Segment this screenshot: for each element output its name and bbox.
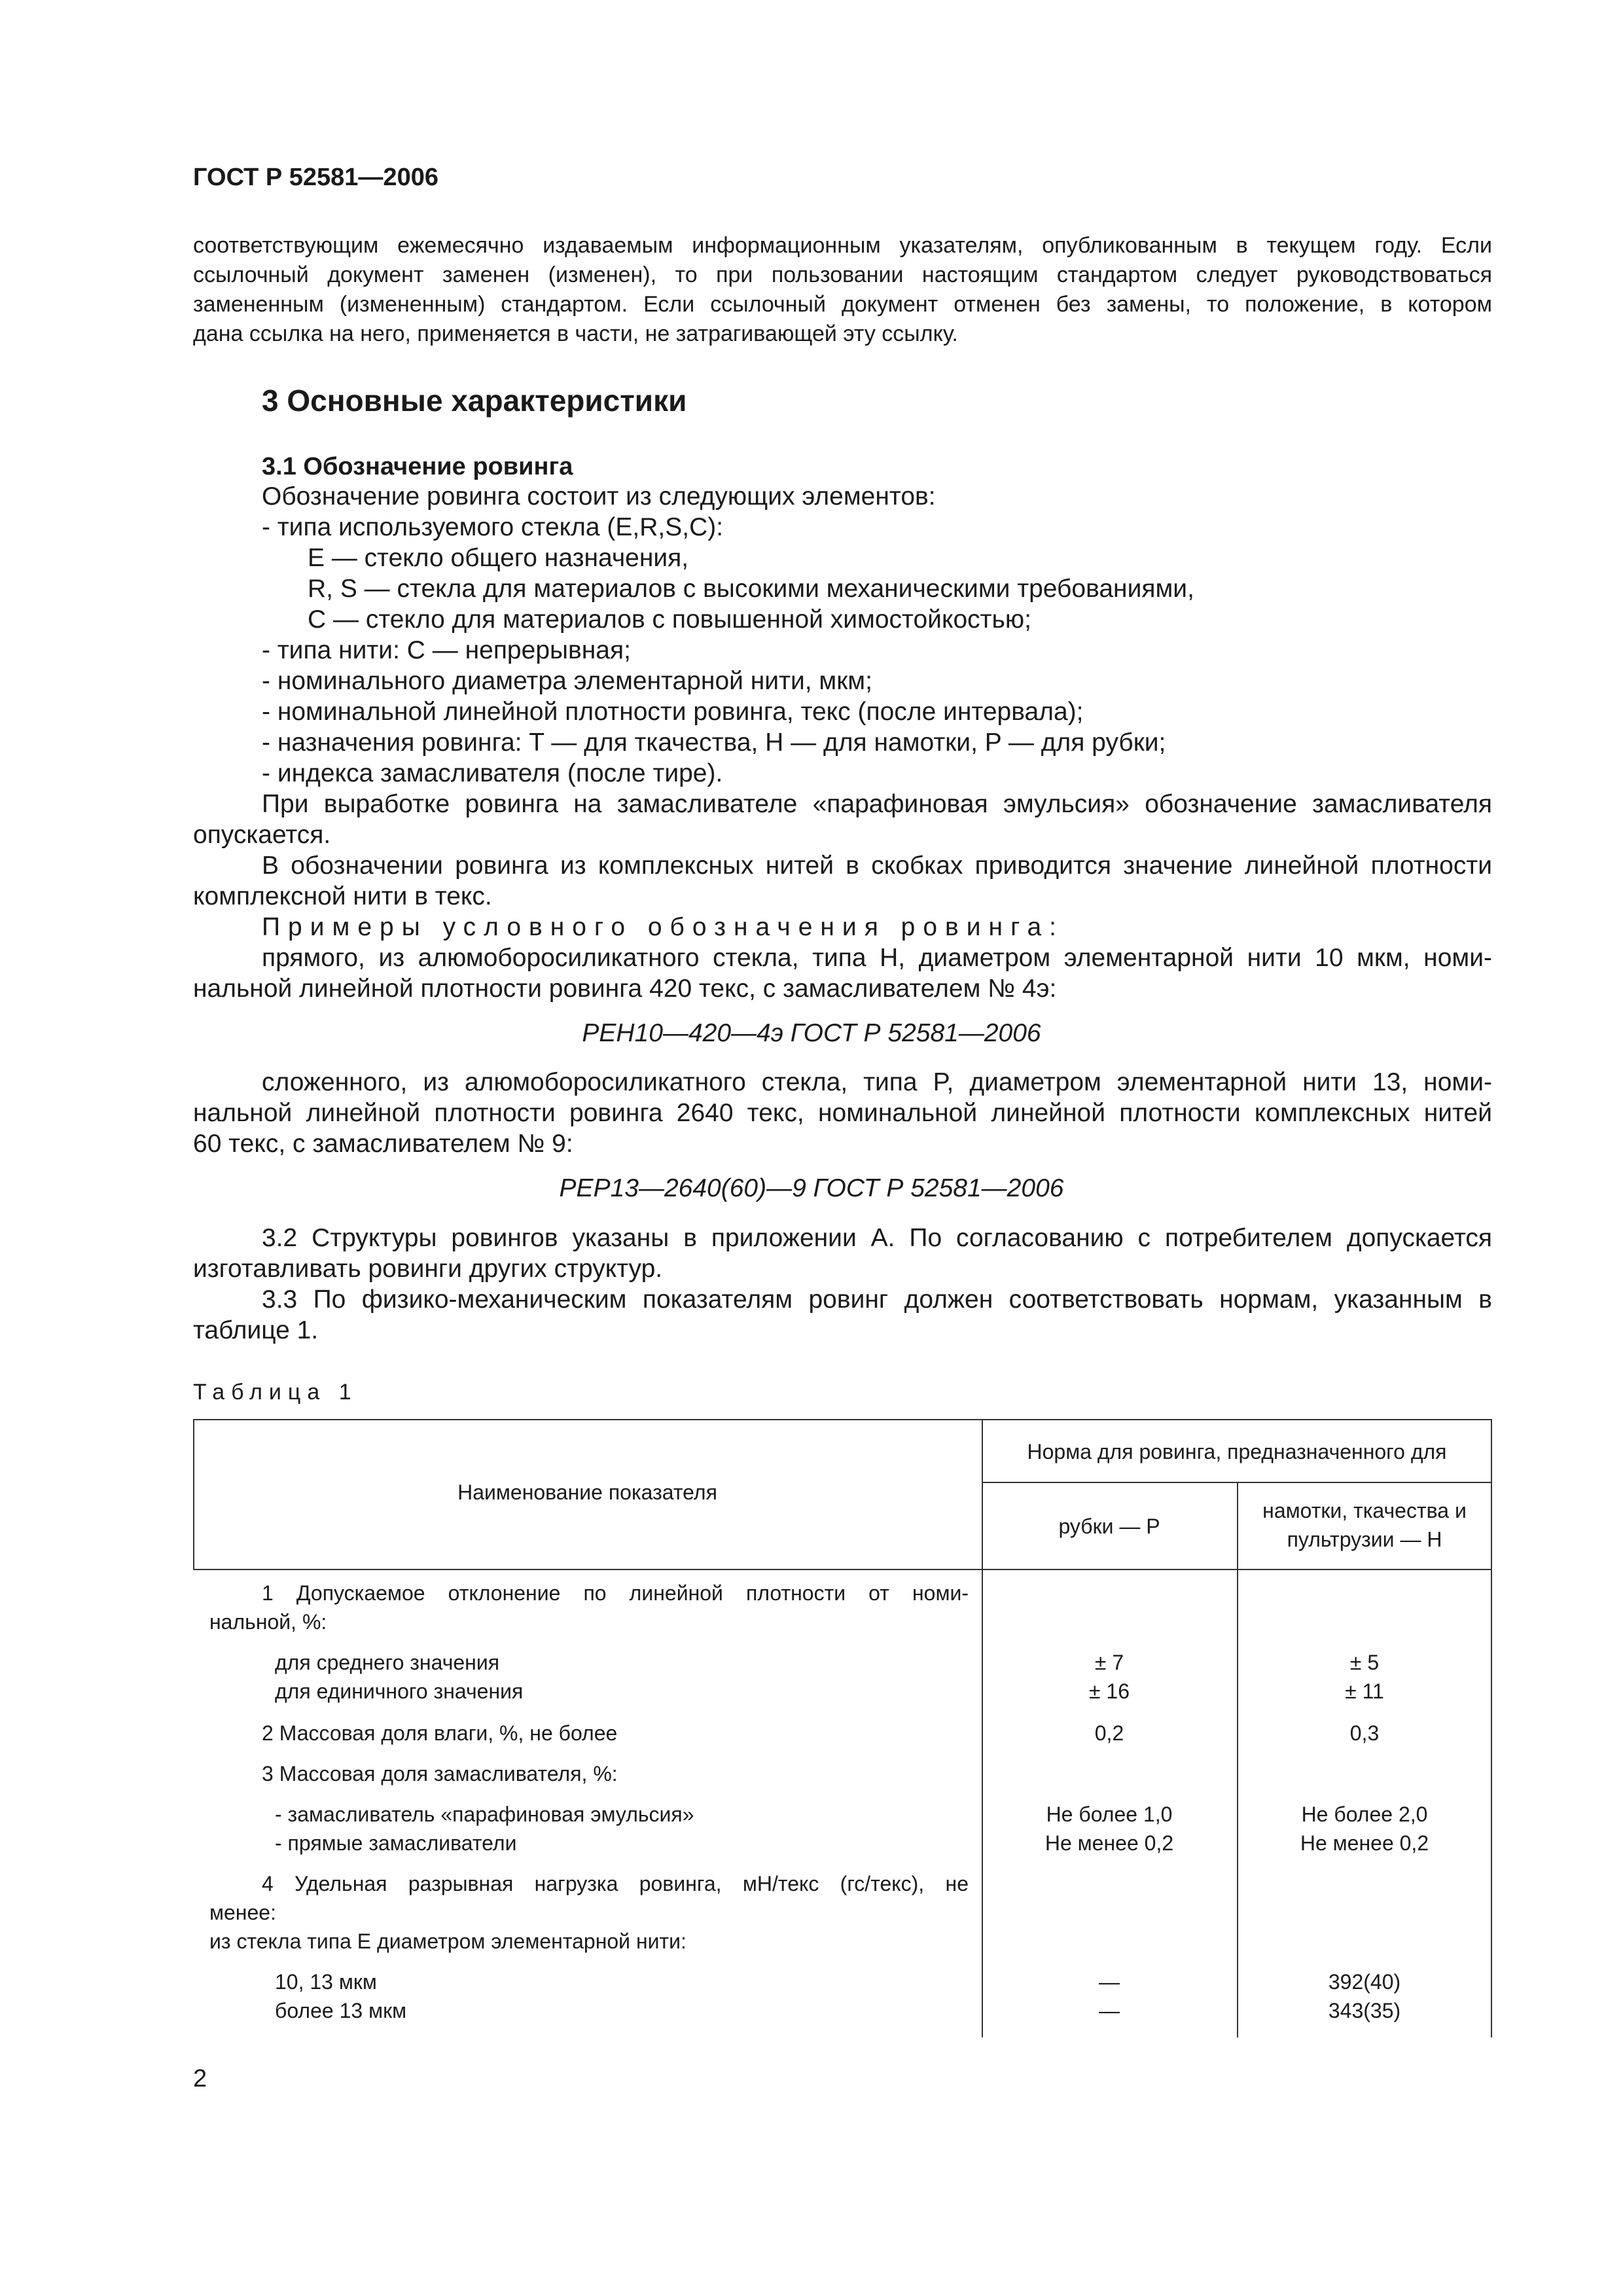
table-group-underline	[982, 1482, 1492, 1483]
table-1	[193, 1419, 1492, 2037]
row2-moisture-p: 0,2	[1094, 1721, 1124, 1745]
row4-text-line-1: 4 Удельная разрывная нагрузка ровинга, мН/текс (гс/текс), не	[262, 1872, 969, 1895]
complex-paragraph-line-1: В обозначении ровинга из комплексных нитей в скобках приводится значение линейной плотности	[262, 852, 1492, 880]
header-chopping-p: рубки — P	[1058, 1515, 1160, 1538]
row3-paraffin-h: Не более 2,0	[1301, 1803, 1428, 1826]
section-3-heading: 3 Основные характеристики	[262, 384, 687, 418]
designation-line-3: E — стекло общего назначения,	[308, 544, 689, 572]
header-winding-h-line-2: пультрузии — H	[1287, 1528, 1442, 1551]
intro-line-1: соответствующим ежемесячно издаваемым информационным указателям, опубликованным в текущем году. Если	[193, 233, 1492, 258]
example-1-line-2: нальной линейной плотности ровинга 420 текс, с замасливателем № 4э:	[193, 975, 1057, 1003]
row1-sub-single: для единичного значения	[275, 1679, 524, 1703]
row4-sub-10-13: 10, 13 мкм	[275, 1970, 377, 1994]
designation-line-5: C — стекло для материалов с повышенной химостойкостью;	[308, 605, 1031, 634]
paraffin-paragraph-line-1: При выработке ровинга на замасливателе «парафиновая эмульсия» обозначение замасливателя	[262, 790, 1492, 818]
example-2-code: PEP13—2640(60)—9 ГОСТ Р 52581—2006	[559, 1174, 1064, 1202]
clause-3-3-line-2: таблице 1.	[193, 1316, 319, 1344]
section-3-1-heading: 3.1 Обозначение ровинга	[262, 453, 573, 480]
table-1-caption: Таблица 1	[193, 1380, 358, 1405]
designation-line-8: - номинальной линейной плотности ровинга, текс (после интервала);	[262, 698, 1084, 726]
row3-direct-h: Не менее 0,2	[1300, 1831, 1429, 1855]
designation-line-10: - индекса замасливателя (после тире).	[262, 759, 723, 787]
example-2-line-3: 60 текс, с замасливателем № 9:	[193, 1130, 573, 1158]
example-1-code: PEH10—420—4э ГОСТ Р 52581—2006	[582, 1019, 1041, 1047]
designation-line-9: - назначения ровинга: T — для ткачества, H — для намотки, P — для рубки;	[262, 728, 1166, 757]
row4-10-13-p: —	[1099, 1970, 1120, 1994]
row1-sub-average: для среднего значения	[275, 1651, 500, 1674]
row4-text-line-2: менее:	[209, 1901, 276, 1924]
row4-over-13-h: 343(35)	[1328, 1999, 1401, 2022]
row4-sub-over-13: более 13 мкм	[275, 1999, 407, 2022]
example-2-line-1: сложенного, из алюмоборосиликатного стекла, типа P, диаметром элементарной нити 13, номи-	[262, 1068, 1492, 1096]
row1-average-h: ± 5	[1349, 1651, 1380, 1674]
table-col-divider-2	[1237, 1482, 1238, 2037]
row3-paraffin-p: Не более 1,0	[1046, 1803, 1173, 1826]
intro-line-2: ссылочный документ заменен (изменен), то при пользовании настоящим стандартом следует руководствоваться	[193, 262, 1492, 287]
clause-3-3-line-1: 3.3 По физико-механическим показателям ровинг должен соответствовать нормам, указанным в	[262, 1285, 1492, 1314]
header-indicator-name: Наименование показателя	[457, 1480, 717, 1504]
header-norm-group: Норма для ровинга, предназначенного для	[1027, 1440, 1447, 1463]
row2-moisture: 2 Массовая доля влаги, %, не более	[262, 1721, 618, 1745]
clause-3-2-line-2: изготавливать ровинги других структур.	[193, 1255, 663, 1283]
designation-line-2: - типа используемого стекла (E,R,S,C):	[262, 513, 724, 541]
row1-single-h: ± 11	[1345, 1679, 1384, 1703]
example-1-line-1: прямого, из алюмоборосиликатного стекла, типа H, диаметром элементарной нити 10 мкм, номи-	[262, 944, 1492, 972]
row3-sub-paraffin: - замасливатель «парафиновая эмульсия»	[275, 1803, 694, 1826]
paraffin-paragraph-line-2: опускается.	[193, 821, 331, 849]
designation-line-1: Обозначение ровинга состоит из следующих элементов:	[262, 482, 936, 511]
clause-3-2-line-1: 3.2 Структуры ровингов указаны в приложении А. По согласованию с потребителем допускается	[262, 1224, 1492, 1252]
table-top-border	[193, 1419, 1492, 1420]
document-code-header: ГОСТ Р 52581—2006	[193, 164, 438, 191]
row3-sizing: 3 Массовая доля замасливателя, %:	[262, 1762, 618, 1785]
row1-text-line-2: нальной, %:	[209, 1610, 327, 1634]
designation-line-7: - номинального диаметра элементарной нити, мкм;	[262, 667, 872, 695]
examples-heading: Примеры условного обозначения ровинга:	[262, 913, 1064, 941]
intro-line-4: дана ссылка на него, применяется в части, не затрагивающей эту ссылку.	[193, 321, 958, 346]
row3-direct-p: Не менее 0,2	[1044, 1831, 1174, 1855]
row1-average-p: ± 7	[1094, 1651, 1124, 1674]
row3-sub-direct: - прямые замасливатели	[275, 1831, 517, 1855]
row2-moisture-h: 0,3	[1349, 1721, 1380, 1745]
row1-single-p: ± 16	[1088, 1679, 1130, 1703]
header-winding-h-line-1: намотки, ткачества и	[1262, 1499, 1467, 1522]
designation-line-4: R, S — стекла для материалов с высокими механическими требованиями,	[308, 575, 1194, 603]
row4-10-13-h: 392(40)	[1328, 1970, 1401, 1994]
designation-line-6: - типа нити: C — непрерывная;	[262, 636, 631, 664]
page-number: 2	[193, 2065, 207, 2092]
row4-text-line-3: из стекла типа E диаметром элементарной нити:	[209, 1929, 687, 1953]
row1-text-line-1: 1 Допускаемое отклонение по линейной плотности от номи-	[262, 1581, 969, 1605]
table-header-bottom-border	[193, 1569, 1492, 1570]
example-2-line-2: нальной линейной плотности ровинга 2640 текс, номинальной линейной плотности комплексных нитей	[193, 1099, 1492, 1127]
row4-over-13-p: —	[1099, 1999, 1120, 2022]
intro-line-3: замененным (измененным) стандартом. Если ссылочный документ отменен без замены, то положение, в котором	[193, 292, 1492, 317]
complex-paragraph-line-2: комплексной нити в текс.	[193, 882, 492, 910]
